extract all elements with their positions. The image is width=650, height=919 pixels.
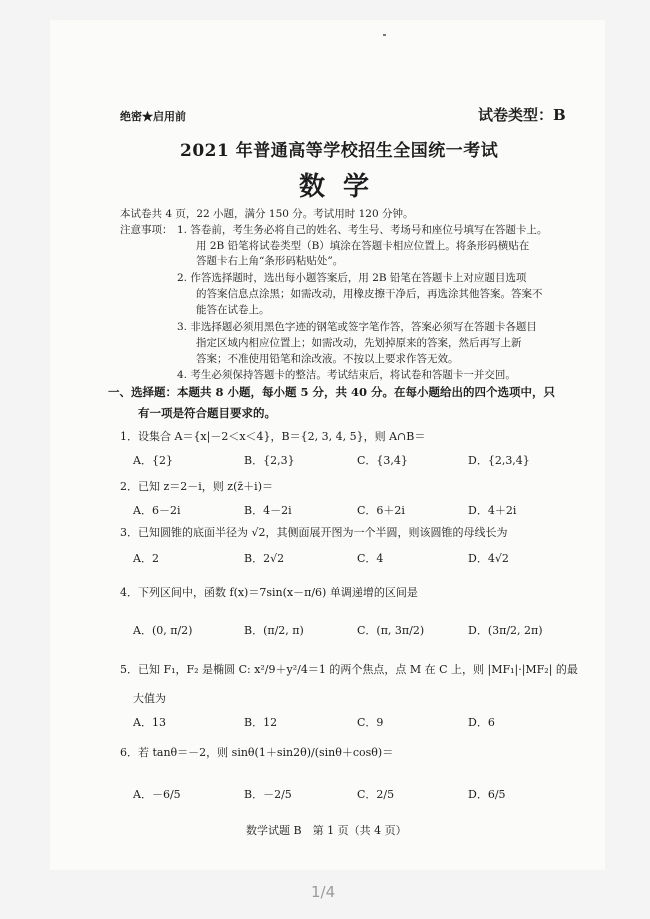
option-a: A．13 bbox=[133, 716, 166, 729]
page-indicator: 1/4 bbox=[311, 883, 336, 901]
option-a: A．－6/5 bbox=[133, 788, 181, 801]
note-line: 4. 考生必须保持答题卡的整洁。考试结束后，将试卷和答题卡一并交回。 bbox=[177, 369, 516, 381]
paper-type: 试卷类型：B bbox=[478, 106, 566, 124]
question-stem: 5．已知 F₁，F₂ 是椭圆 C: x²/9＋y²/4＝1 的两个焦点，点 M 在 C 上，则 |MF₁|·|MF₂| 的最 bbox=[120, 663, 578, 676]
option-d: D．(3π/2, 2π) bbox=[468, 624, 543, 637]
note-line: 2. 作答选择题时，选出每小题答案后，用 2B 铅笔在答题卡上对应题目选项 bbox=[177, 272, 527, 284]
option-d: D．6/5 bbox=[468, 788, 506, 801]
option-b: B．4－2i bbox=[244, 504, 292, 517]
option-b: B．(π/2, π) bbox=[244, 624, 304, 637]
option-b: B．2√2 bbox=[244, 552, 285, 565]
question-stem: 1．设集合 A＝{x|－2＜x＜4}，B＝{2, 3, 4, 5}，则 A∩B＝ bbox=[120, 430, 426, 443]
note-line: 3. 非选择题必须用黑色字迹的钢笔或签字笔作答，答案必须写在答题卡各题目 bbox=[177, 321, 537, 333]
note-line: 指定区域内相应位置上；如需改动，先划掉原来的答案，然后再写上新 bbox=[196, 337, 522, 349]
option-b: B．－2/5 bbox=[244, 788, 292, 801]
option-c: C．9 bbox=[357, 716, 384, 729]
question-stem-cont: 大值为 bbox=[133, 692, 166, 705]
scan-mark bbox=[383, 34, 386, 36]
note-line: 能答在试卷上。 bbox=[196, 304, 270, 316]
option-c: C．2/5 bbox=[357, 788, 395, 801]
question-stem: 3．已知圆锥的底面半径为 √2，其侧面展开图为一个半圆，则该圆锥的母线长为 bbox=[120, 526, 508, 539]
note-line: 用 2B 铅笔将试卷类型（B）填涂在答题卡相应位置上。将条形码横贴在 bbox=[196, 240, 530, 252]
exam-intro: 本试卷共 4 页，22 小题，满分 150 分。考试用时 120 分钟。 bbox=[120, 208, 414, 220]
option-c: C．{3,4} bbox=[357, 454, 408, 467]
option-d: D．4＋2i bbox=[468, 504, 517, 517]
secret-label: 绝密★启用前 bbox=[120, 110, 186, 123]
option-a: A．6－2i bbox=[133, 504, 181, 517]
question-stem: 4．下列区间中，函数 f(x)＝7sin(x－π/6) 单调递增的区间是 bbox=[120, 586, 418, 599]
page-footer: 数学试题 B 第 1 页（共 4 页） bbox=[246, 824, 407, 837]
option-a: A．2 bbox=[133, 552, 159, 565]
option-c: C．(π, 3π/2) bbox=[357, 624, 425, 637]
option-b: B．{2,3} bbox=[244, 454, 295, 467]
question-stem: 6．若 tanθ＝－2，则 sinθ(1＋sin2θ)/(sinθ＋cosθ)＝ bbox=[120, 746, 394, 759]
option-d: D．6 bbox=[468, 716, 495, 729]
option-c: C．4 bbox=[357, 552, 384, 565]
note-line: 1. 答卷前，考生务必将自己的姓名、考生号、考场号和座位号填写在答题卡上。 bbox=[177, 224, 548, 236]
notes-label: 注意事项： bbox=[120, 224, 173, 236]
note-line: 答题卡右上角“条形码粘贴处”。 bbox=[196, 255, 344, 267]
option-a: A．(0, π/2) bbox=[133, 624, 193, 637]
subject-title: 数学 bbox=[299, 172, 388, 202]
option-d: D．{2,3,4} bbox=[468, 454, 530, 467]
option-a: A．{2} bbox=[133, 454, 173, 467]
option-d: D．4√2 bbox=[468, 552, 509, 565]
option-b: B．12 bbox=[244, 716, 278, 729]
question-stem: 2．已知 z＝2－i，则 z(z̄＋i)＝ bbox=[120, 480, 273, 493]
note-line: 答案；不准使用铅笔和涂改液。不按以上要求作答无效。 bbox=[196, 353, 459, 365]
exam-title: 2021 年普通高等学校招生全国统一考试 bbox=[180, 141, 499, 161]
section-heading-cont: 有一项是符合题目要求的。 bbox=[138, 406, 276, 420]
option-c: C．6＋2i bbox=[357, 504, 405, 517]
note-line: 的答案信息点涂黑；如需改动，用橡皮擦干净后，再选涂其他答案。答案不 bbox=[196, 288, 543, 300]
section-heading: 一、选择题：本题共 8 小题，每小题 5 分，共 40 分。在每小题给出的四个选项中，只 bbox=[108, 385, 556, 399]
